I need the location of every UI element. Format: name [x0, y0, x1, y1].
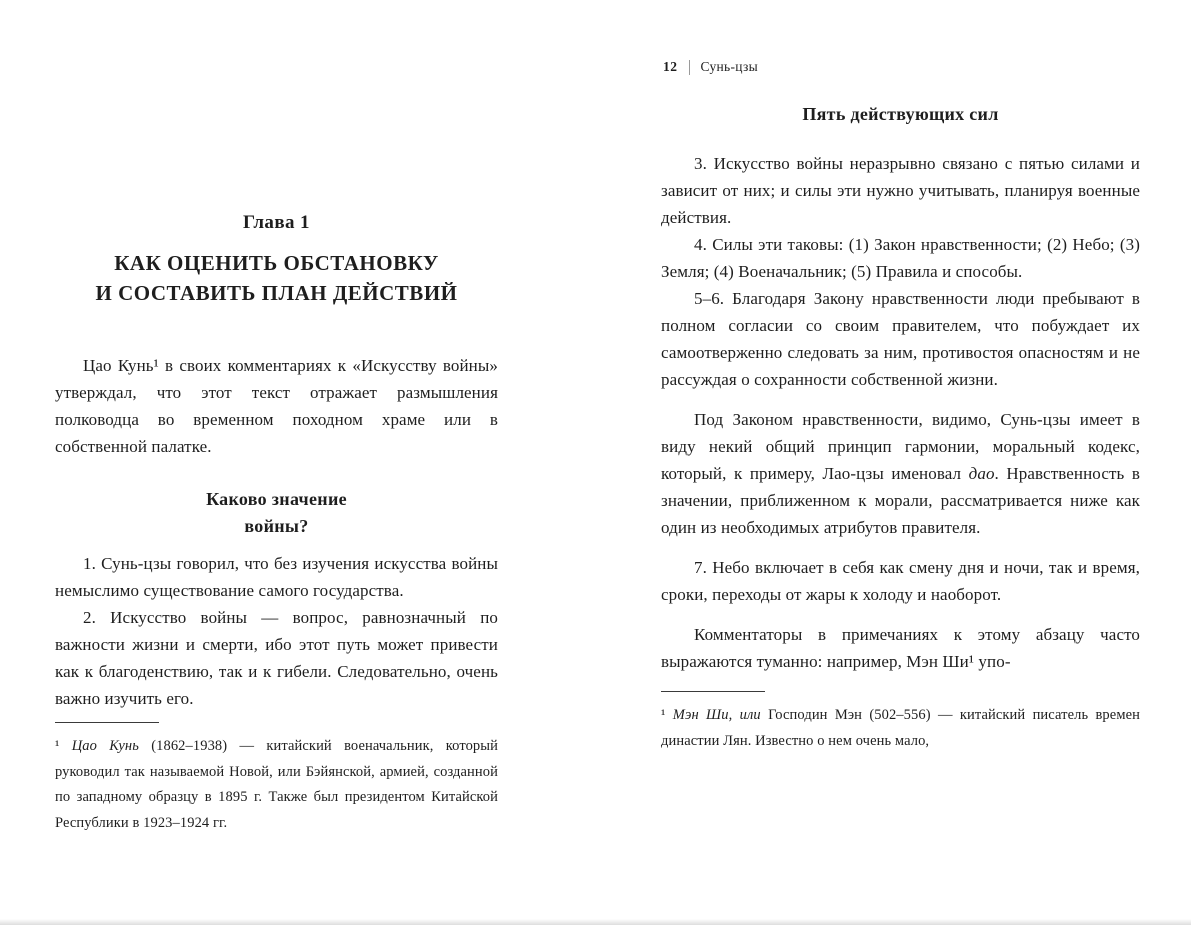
paragraph-5-6: 5–6. Благодаря Закону нравственности люди пребывают в полном согласии со своим правителем, что побуждает их самоотверженно следовать за ним, противостоя опасностям и не рассуждая о сохранности собственной жизни. [661, 289, 1140, 389]
page-number: 12 [663, 59, 678, 74]
running-title: Сунь-цзы [700, 59, 758, 74]
section-heading-left [55, 486, 498, 540]
paragraph-1: 1. Сунь-цзы говорил, что без изучения искусства войны немыслимо существование самого государства. [55, 554, 498, 600]
commentary-paragraph-2: Комментаторы в примечаниях к этому абзацу часто выражаются туманно: например, Мэн Ши¹ упо- [661, 625, 1140, 671]
running-header [661, 57, 1140, 77]
left-page [55, 0, 498, 836]
footnote-block-right [661, 691, 1140, 754]
chapter-title-line-2: И СОСТАВИТЬ ПЛАН ДЕЙСТВИЙ [95, 281, 458, 305]
footnote-marker: ¹ [55, 738, 72, 754]
chapter-label: Глава 1 [243, 212, 310, 233]
section-heading-right: Пять действующих сил [802, 104, 999, 124]
chapter-title-line-1: КАК ОЦЕНИТЬ ОБСТАНОВКУ [114, 251, 439, 275]
footnote-body: Господин Мэн (502–556) — китайский писатель времен династии Лян. Известно о нем очень мало, [661, 707, 1140, 749]
footnote-text [55, 734, 498, 836]
section-heading-line-1: Каково значение [206, 489, 347, 509]
footnote-name: Мэн Ши, или [672, 707, 761, 723]
footnote-name: Цао Кунь [71, 738, 139, 754]
footnote-text [661, 703, 1140, 754]
footnote-rule [55, 722, 159, 723]
intro-paragraph: Цао Кунь¹ в своих комментариях к «Искусству войны» утверждал, что этот текст отражает размышления полководца во временном походном храме или в собственной палатке. [55, 356, 498, 456]
paragraph-2: 2. Искусство войны — вопрос, равнозначный по важности жизни и смерти, ибо этот путь может привести как к благоденствию, так и к гибели. Следовательно, очень важно изучить его. [55, 608, 498, 708]
right-page [661, 0, 1140, 754]
commentary-1-italic: дао [968, 464, 995, 483]
commentary-paragraph-1 [661, 406, 1140, 541]
footnote-body: (1862–1938) — китайский военачальник, который руководил так называемой Новой, или Бэйянской, армией, созданной по западному образцу в 1895 г. Также был президентом Китайской Республики в 1923–1924 гг. [55, 738, 498, 831]
page-bottom-shadow [0, 919, 1191, 925]
footnote-block-left [55, 722, 498, 836]
paragraph-7: 7. Небо включает в себя как смену дня и ночи, так и время, сроки, переходы от жары к холоду и наоборот. [661, 558, 1140, 604]
paragraph-3: 3. Искусство войны неразрывно связано с пятью силами и зависит от них; и силы эти нужно учитывать, планируя военные действия. [661, 154, 1140, 227]
section-heading-line-2: войны? [244, 516, 309, 536]
commentary-1-part-1: Под Законом нравственности, видимо, Сунь-цзы имеет в виду некий общий принцип гармонии, моральный кодекс, который, к примеру, Лао-цзы именовал [661, 410, 1140, 483]
paragraph-4: 4. Силы эти таковы: (1) Закон нравственности; (2) Небо; (3) Земля; (4) Военачальник; (5) Правила и способы. [661, 235, 1140, 281]
header-divider [689, 60, 690, 75]
chapter-title [55, 248, 498, 308]
commentary-1-part-2: . Нравственность в значении, приближенном к морали, рассматривается ниже как один из необходимых атрибутов правителя. [661, 464, 1140, 537]
footnote-marker: ¹ [661, 707, 673, 723]
footnote-rule [661, 691, 765, 692]
